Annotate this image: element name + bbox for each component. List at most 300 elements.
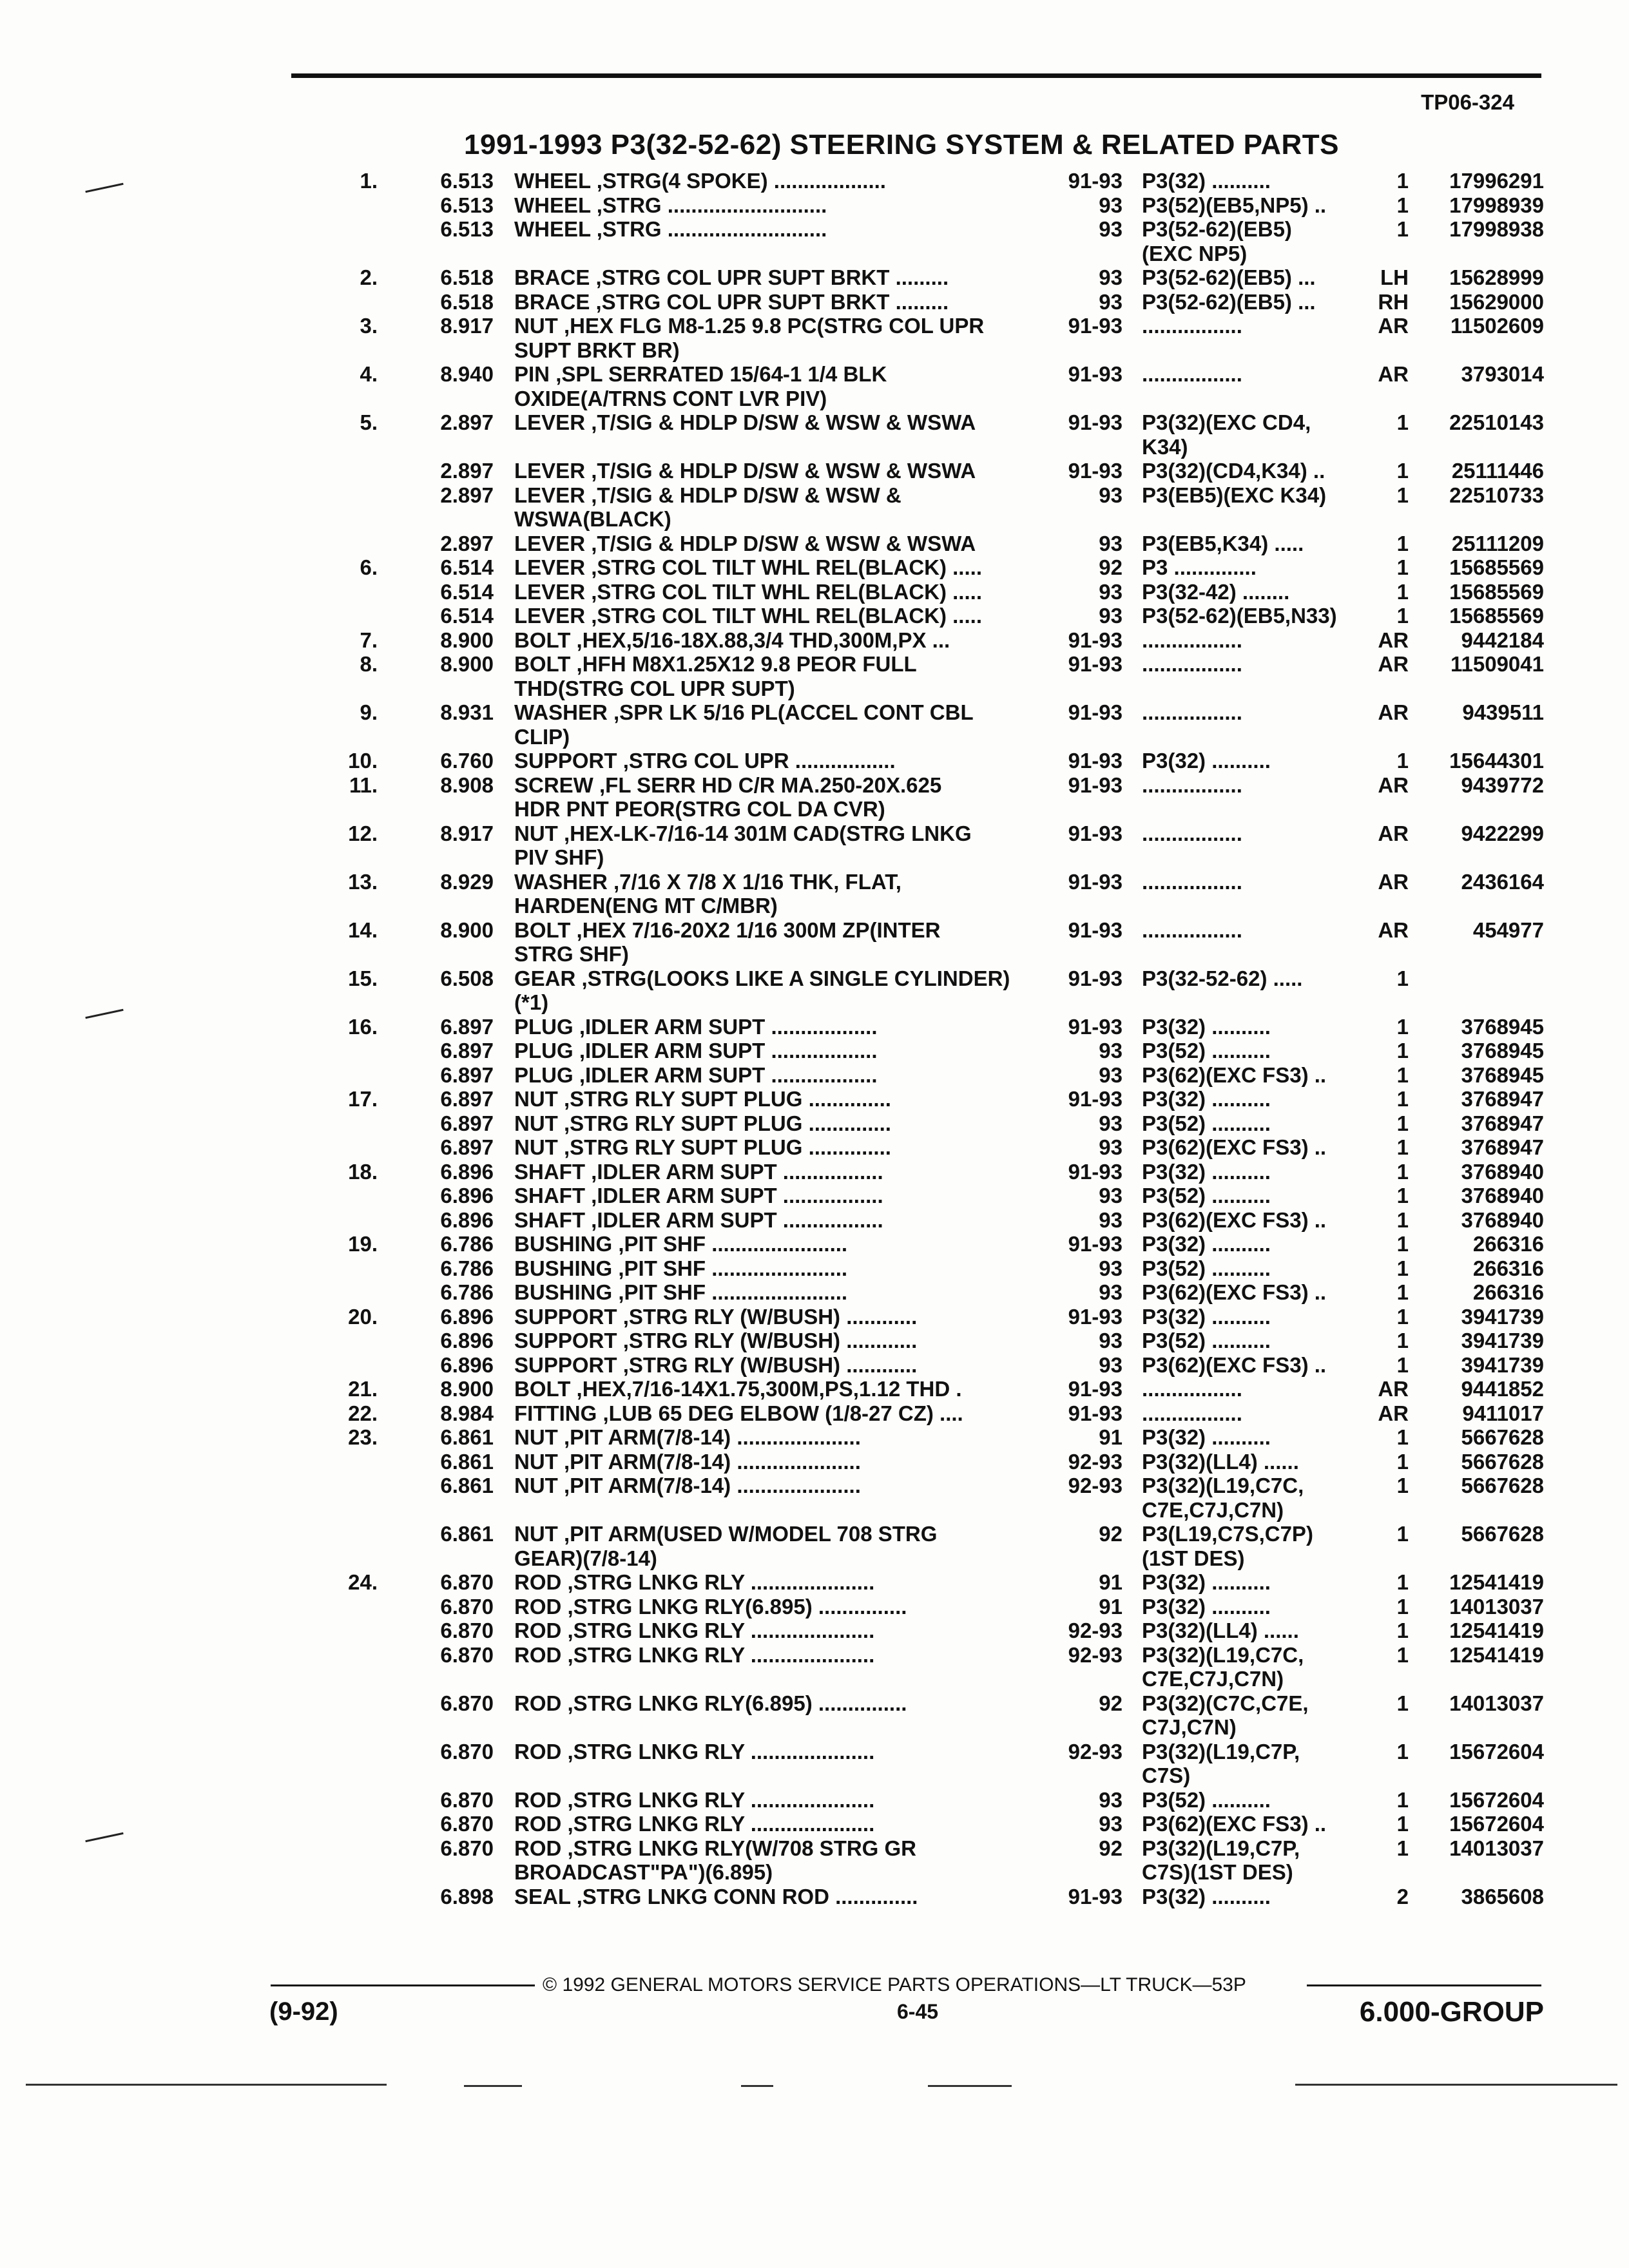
part-number: 5667628 [1461, 1449, 1544, 1474]
part-detail: STRG SHF) [514, 942, 629, 966]
part-detail: THD(STRG COL UPR SUPT) [514, 676, 795, 700]
parts-row [0, 1860, 1629, 1885]
part-description [514, 942, 629, 966]
ref-number: 14. [348, 918, 378, 942]
parts-row [0, 1305, 1629, 1329]
part-number: 3768940 [1461, 1207, 1544, 1232]
part-description [514, 677, 795, 701]
model-code: C7S)(1ST DES) [1142, 1860, 1293, 1884]
part-description [514, 1619, 874, 1643]
model-code: K34) [1142, 434, 1188, 459]
model-code: P3(52) .......... [1142, 1256, 1271, 1280]
group-number: 6.786 [440, 1280, 494, 1304]
part-name: SHAFT [514, 1159, 585, 1184]
part-description [514, 1812, 874, 1836]
group-number: 6.897 [440, 1111, 494, 1135]
part-detail: ,STRG LNKG CONN ROD .............. [576, 1884, 918, 1908]
model-code: P3(32)(L19,C7P, [1142, 1739, 1300, 1763]
parts-row [0, 1570, 1629, 1595]
part-detail: ,IDLER ARM SUPT ................. [591, 1207, 883, 1232]
parts-row [0, 338, 1629, 363]
part-name: SUPPORT [514, 1329, 617, 1352]
part-number: 9439511 [1462, 700, 1544, 724]
part-detail: ,HEX 7/16-20X2 1/16 300M ZP(INTER [576, 918, 941, 942]
quantity: 1 [1396, 1014, 1409, 1039]
part-description [514, 894, 778, 918]
model-years: 91 [1099, 1570, 1123, 1594]
part-number: 22510143 [1449, 410, 1544, 434]
part-number: 9441852 [1461, 1377, 1544, 1401]
part-detail: PIV SHF) [514, 845, 604, 869]
quantity: 1 [1396, 1111, 1409, 1135]
model-code: P3(32)(CD4,K34) .. [1142, 459, 1325, 483]
model-code: P3(32) .......... [1142, 1425, 1271, 1449]
part-description [514, 290, 949, 314]
group-number: 8.931 [440, 700, 494, 724]
part-description [514, 773, 941, 798]
model-years: 92 [1099, 1522, 1123, 1546]
quantity: 1 [1396, 1232, 1409, 1256]
model-years: 93 [1099, 1256, 1123, 1280]
part-detail: HARDEN(ENG MT C/MBR) [514, 894, 778, 918]
parts-row [0, 1160, 1629, 1184]
model-years: 91-93 [1068, 1377, 1123, 1401]
model-years: 91-93 [1068, 362, 1123, 386]
quantity: 1 [1396, 1787, 1409, 1812]
model-years: 93 [1099, 1135, 1123, 1159]
quantity: 1 [1396, 1207, 1409, 1232]
part-description [514, 1691, 907, 1716]
part-detail: ,IDLER ARM SUPT .................. [579, 1062, 878, 1087]
part-description [514, 1184, 883, 1208]
part-name: ROD [514, 1594, 562, 1619]
part-description [514, 1522, 937, 1546]
group-number: 6.896 [440, 1352, 494, 1377]
model-code: P3(32)(LL4) ...... [1142, 1449, 1299, 1474]
parts-row [0, 362, 1629, 387]
model-code: P3(32) .......... [1142, 1159, 1271, 1184]
part-number: 454977 [1472, 918, 1544, 942]
part-detail: ,HFH M8X1.25X12 9.8 PEOR FULL [576, 652, 917, 676]
part-number: 9422299 [1461, 821, 1544, 845]
part-detail: ,STRG LNKG RLY ..................... [567, 1570, 875, 1594]
part-description [514, 1425, 861, 1450]
part-detail: ,STRG RLY SUPT PLUG .............. [564, 1135, 891, 1159]
quantity: 2 [1396, 1884, 1409, 1908]
part-number: 3768947 [1461, 1111, 1544, 1135]
part-number: 17998938 [1449, 217, 1544, 241]
model-code: P3(32) .......... [1142, 1087, 1271, 1111]
page-number: 6-45 [897, 2000, 939, 2023]
part-description [514, 1860, 773, 1885]
part-name: BUSHING [514, 1232, 613, 1256]
parts-row [0, 1691, 1629, 1716]
parts-row [0, 265, 1629, 290]
parts-row [0, 1232, 1629, 1256]
part-description [514, 845, 604, 870]
part-number: 3941739 [1461, 1329, 1544, 1352]
part-description [514, 918, 940, 943]
model-code: P3(52) .......... [1142, 1111, 1271, 1135]
model-years: 92-93 [1068, 1619, 1123, 1642]
parts-row [0, 507, 1629, 532]
group-number: 8.900 [440, 918, 494, 942]
model-years: 93 [1099, 483, 1123, 507]
quantity: 1 [1396, 1304, 1409, 1329]
parts-row [0, 628, 1629, 653]
model-years: 93 [1099, 1352, 1123, 1377]
scan-artifact-line [928, 2085, 1012, 2087]
model-years: 93 [1099, 1207, 1123, 1232]
parts-row [0, 1546, 1629, 1571]
part-detail: ,HEX-LK-7/16-14 301M CAD(STRG LNKG [564, 821, 972, 845]
group-number: 6.861 [440, 1449, 494, 1474]
part-description [514, 1135, 891, 1160]
model-years: 91-93 [1068, 918, 1123, 942]
model-code: P3(62)(EXC FS3) .. [1142, 1352, 1327, 1377]
group-number: 2.897 [440, 410, 494, 434]
part-number: 3768945 [1461, 1014, 1544, 1039]
part-name: NUT [514, 1111, 558, 1135]
part-number: 15644301 [1449, 749, 1544, 773]
part-description [514, 1595, 907, 1619]
part-detail: ,PIT ARM(7/8-14) ..................... [564, 1425, 861, 1449]
model-years: 91-93 [1068, 410, 1123, 434]
parts-row [0, 1450, 1629, 1474]
part-description [514, 1087, 891, 1111]
part-name: LEVER [514, 531, 586, 555]
parts-row [0, 652, 1629, 677]
group-number: 6.513 [440, 217, 494, 241]
parts-row [0, 1256, 1629, 1281]
model-code: P3(52) .......... [1142, 1184, 1271, 1207]
model-code: P3(52-62)(EB5) ... [1142, 265, 1316, 289]
part-description [514, 797, 885, 822]
model-code: ................. [1142, 652, 1242, 676]
part-description [514, 387, 827, 411]
ref-number: 3. [360, 314, 378, 338]
group-number: 2.897 [440, 483, 494, 507]
quantity: AR [1378, 773, 1409, 797]
quantity: 1 [1396, 1836, 1409, 1860]
model-years: 93 [1099, 1039, 1123, 1062]
model-code: P3 .............. [1142, 555, 1257, 579]
part-detail: SUPT BRKT BR) [514, 338, 680, 362]
part-detail: ,STRG ........................... [596, 193, 827, 217]
model-code: P3(32)(C7C,C7E, [1142, 1691, 1309, 1715]
model-years: 93 [1099, 1062, 1123, 1087]
model-code: P3(52-62)(EB5) ... [1142, 289, 1316, 314]
part-description [514, 1039, 878, 1063]
parts-row [0, 1595, 1629, 1619]
quantity: 1 [1396, 1522, 1409, 1546]
ref-number: 17. [348, 1087, 378, 1111]
part-detail: ,STRG RLY (W/BUSH) ............ [622, 1329, 918, 1352]
model-years: 91-93 [1068, 821, 1123, 845]
part-detail: ,PIT SHF ....................... [618, 1256, 848, 1280]
part-description [514, 555, 982, 580]
group-number: 8.929 [440, 869, 494, 894]
model-code: P3(52)(EB5,NP5) .. [1142, 193, 1327, 217]
part-number: 9411017 [1462, 1401, 1544, 1425]
part-detail: ,STRG LNKG RLY ..................... [567, 1642, 875, 1667]
model-code: P3(62)(EXC FS3) .. [1142, 1135, 1327, 1159]
scan-artifact-line [1295, 2084, 1617, 2086]
part-name: FITTING [514, 1401, 597, 1425]
model-code: P3(52-62)(EB5) [1142, 217, 1292, 241]
parts-row [0, 1425, 1629, 1450]
ref-number: 6. [360, 555, 378, 579]
group-number: 6.897 [440, 1014, 494, 1039]
part-name: NUT [514, 1135, 558, 1159]
part-number: 3768945 [1461, 1039, 1544, 1062]
parts-row [0, 1135, 1629, 1160]
part-name: ROD [514, 1739, 562, 1763]
group-number: 6.870 [440, 1619, 494, 1642]
part-name: WHEEL [514, 217, 591, 241]
model-years: 93 [1099, 1280, 1123, 1304]
group-number: 6.897 [440, 1039, 494, 1062]
part-detail: ,LUB 65 DEG ELBOW (1/8-27 CZ) .... [602, 1401, 963, 1425]
parts-row [0, 532, 1629, 556]
quantity: 1 [1396, 1642, 1409, 1667]
part-detail: ,STRG LNKG RLY ..................... [567, 1787, 875, 1812]
group-number: 6.870 [440, 1691, 494, 1715]
part-detail: ,STRG RLY SUPT PLUG .............. [564, 1087, 891, 1111]
part-detail: ,HEX,7/16-14X1.75,300M,PS,1.12 THD . [576, 1377, 962, 1401]
model-code: P3(32)(L19,C7P, [1142, 1836, 1300, 1860]
quantity: 1 [1396, 1159, 1409, 1184]
part-number: 3768940 [1461, 1184, 1544, 1207]
part-name: BRACE [514, 265, 590, 289]
part-detail: BROADCAST"PA")(6.895) [514, 1860, 773, 1884]
model-years: 91-93 [1068, 652, 1123, 676]
model-code: P3(62)(EXC FS3) .. [1142, 1280, 1327, 1304]
part-description [514, 1788, 874, 1812]
ref-number: 15. [348, 966, 378, 990]
model-code: P3(32)(L19,C7C, [1142, 1474, 1304, 1497]
part-description [514, 193, 827, 218]
group-number: 6.896 [440, 1159, 494, 1184]
part-name: PLUG [514, 1014, 574, 1039]
model-years: 91-93 [1068, 1304, 1123, 1329]
part-description [514, 1570, 874, 1595]
parts-row [0, 435, 1629, 459]
group-number: 6.760 [440, 749, 494, 773]
quantity: 1 [1396, 531, 1409, 555]
group-number: 6.898 [440, 1884, 494, 1908]
model-years: 91-93 [1068, 1401, 1123, 1425]
part-name: SEAL [514, 1884, 571, 1908]
parts-list [0, 169, 1629, 1908]
group-number: 6.786 [440, 1232, 494, 1256]
model-code: ................. [1142, 700, 1242, 724]
part-description [514, 459, 976, 483]
group-number: 6.514 [440, 579, 494, 604]
model-code: ................. [1142, 869, 1242, 894]
part-number: 15685569 [1449, 555, 1544, 579]
quantity: 1 [1396, 1329, 1409, 1352]
part-name: BUSHING [514, 1256, 613, 1280]
parts-row [0, 193, 1629, 218]
parts-row [0, 483, 1629, 508]
part-name: BOLT [514, 918, 571, 942]
ref-number: 1. [360, 169, 378, 193]
group-number: 6.514 [440, 555, 494, 579]
part-detail: ,T/SIG & HDLP D/SW & WSW & WSWA [591, 410, 976, 434]
part-description [514, 169, 886, 193]
model-years: 91-93 [1068, 1014, 1123, 1039]
group-number: 8.917 [440, 314, 494, 338]
model-code: ................. [1142, 821, 1242, 845]
part-name: NUT [514, 1522, 558, 1546]
part-number: 12541419 [1449, 1619, 1544, 1642]
part-detail: ,STRG COL UPR ................. [622, 749, 896, 773]
model-years: 93 [1099, 1111, 1123, 1135]
model-years: 91-93 [1068, 749, 1123, 773]
parts-row [0, 1377, 1629, 1401]
part-detail: ,IDLER ARM SUPT ................. [591, 1184, 883, 1207]
quantity: 1 [1396, 1087, 1409, 1111]
parts-row [0, 1763, 1629, 1788]
model-code: ................. [1142, 314, 1242, 338]
quantity: 1 [1396, 1039, 1409, 1062]
parts-row [0, 217, 1629, 242]
model-code: C7E,C7J,C7N) [1142, 1667, 1284, 1691]
part-name: ROD [514, 1619, 562, 1642]
group-number: 8.984 [440, 1401, 494, 1425]
part-detail: ,7/16 X 7/8 X 1/16 THK, FLAT, [613, 869, 901, 894]
group-number: 6.896 [440, 1207, 494, 1232]
part-name: WHEEL [514, 193, 591, 217]
part-detail: ,SPL SERRATED 15/64-1 1/4 BLK [555, 362, 887, 386]
part-number: 3768945 [1461, 1062, 1544, 1087]
model-years: 91-93 [1068, 1232, 1123, 1256]
copyright-notice: © 1992 GENERAL MOTORS SERVICE PARTS OPERATIONS—LT TRUCK—53P [543, 1974, 1246, 1995]
part-detail: ,STRG COL UPR SUPT BRKT ......... [595, 265, 949, 289]
quantity: 1 [1396, 1425, 1409, 1449]
part-detail: ,STRG(LOOKS LIKE A SINGLE CYLINDER) [581, 966, 1010, 990]
quantity: AR [1378, 362, 1409, 386]
quantity: 1 [1396, 410, 1409, 434]
part-name: WASHER [514, 869, 608, 894]
part-number: 9442184 [1461, 628, 1544, 652]
part-name: NUT [514, 1425, 558, 1449]
parts-row [0, 387, 1629, 411]
part-number: 3768947 [1461, 1087, 1544, 1111]
part-name: ROD [514, 1642, 562, 1667]
part-number: 12541419 [1449, 1642, 1544, 1667]
group-number: 6.513 [440, 169, 494, 193]
model-years: 91-93 [1068, 1884, 1123, 1908]
part-number: 5667628 [1461, 1522, 1544, 1546]
part-detail: ,STRG LNKG RLY ..................... [567, 1619, 875, 1642]
model-years: 91-93 [1068, 773, 1123, 797]
parts-row [0, 822, 1629, 846]
ref-number: 12. [348, 821, 378, 845]
quantity: AR [1378, 821, 1409, 845]
part-name: SUPPORT [514, 1352, 617, 1377]
part-name: LEVER [514, 555, 586, 579]
model-code: P3(32)(EXC CD4, [1142, 410, 1311, 434]
quantity: AR [1378, 700, 1409, 724]
part-name: NUT [514, 314, 558, 338]
parts-row [0, 169, 1629, 193]
model-code: P3(32-42) ........ [1142, 579, 1290, 604]
part-description [514, 1160, 883, 1184]
part-number: 3941739 [1461, 1352, 1544, 1377]
part-detail: ,STRG LNKG RLY(6.895) ............... [567, 1691, 907, 1715]
part-description [514, 217, 827, 242]
quantity: AR [1378, 314, 1409, 338]
quantity: 1 [1396, 1474, 1409, 1497]
part-detail: ,HEX FLG M8-1.25 9.8 PC(STRG COL UPR [564, 314, 985, 338]
parts-row [0, 1836, 1629, 1861]
quantity: 1 [1396, 1256, 1409, 1280]
group-number: 8.900 [440, 652, 494, 676]
parts-row [0, 1401, 1629, 1426]
part-name: SHAFT [514, 1184, 585, 1207]
quantity: 1 [1396, 193, 1409, 217]
part-detail: ,T/SIG & HDLP D/SW & WSW & [591, 483, 901, 507]
model-code: P3(52-62)(EB5,N33) [1142, 604, 1337, 628]
group-number: 6.870 [440, 1836, 494, 1860]
parts-row [0, 1715, 1629, 1740]
part-detail: CLIP) [514, 724, 570, 749]
quantity: 1 [1396, 555, 1409, 579]
group-code: 6.000-GROUP [1359, 1996, 1544, 2028]
model-code: C7E,C7J,C7N) [1142, 1497, 1284, 1522]
model-code: ................. [1142, 1377, 1242, 1401]
quantity: 1 [1396, 1594, 1409, 1619]
parts-row [0, 1353, 1629, 1378]
group-number: 6.861 [440, 1522, 494, 1546]
part-description [514, 1063, 878, 1088]
part-number: 15685569 [1449, 604, 1544, 628]
part-detail: ,T/SIG & HDLP D/SW & WSW & WSWA [591, 459, 976, 483]
part-name: BRACE [514, 289, 590, 314]
part-detail: OXIDE(A/TRNS CONT LVR PIV) [514, 386, 827, 410]
part-number: 15672604 [1449, 1739, 1544, 1763]
part-number: 14013037 [1449, 1691, 1544, 1715]
part-name: BOLT [514, 652, 571, 676]
parts-row [0, 314, 1629, 338]
parts-row [0, 1474, 1629, 1498]
part-description [514, 1280, 847, 1305]
group-number: 6.897 [440, 1062, 494, 1087]
part-number: 25111446 [1451, 459, 1544, 483]
quantity: 1 [1396, 1739, 1409, 1763]
model-years: 93 [1099, 265, 1123, 289]
part-description [514, 507, 671, 532]
model-code: P3(52) .......... [1142, 1787, 1271, 1812]
model-code: P3(32) .......... [1142, 749, 1271, 773]
model-years: 92-93 [1068, 1474, 1123, 1497]
part-number: 3768940 [1461, 1159, 1544, 1184]
parts-row [0, 870, 1629, 894]
part-number: 15672604 [1449, 1812, 1544, 1836]
model-years: 93 [1099, 1184, 1123, 1207]
part-description [514, 1256, 847, 1281]
model-code: P3(L19,C7S,C7P) [1142, 1522, 1313, 1546]
part-description [514, 1836, 916, 1861]
model-code: P3(32) .......... [1142, 1304, 1271, 1329]
part-description [514, 604, 982, 628]
part-detail: ,PIT ARM(USED W/MODEL 708 STRG [564, 1522, 938, 1546]
part-number: 14013037 [1449, 1594, 1544, 1619]
part-detail: ,STRG LNKG RLY(W/708 STRG GR [567, 1836, 917, 1860]
quantity: 1 [1396, 1691, 1409, 1715]
